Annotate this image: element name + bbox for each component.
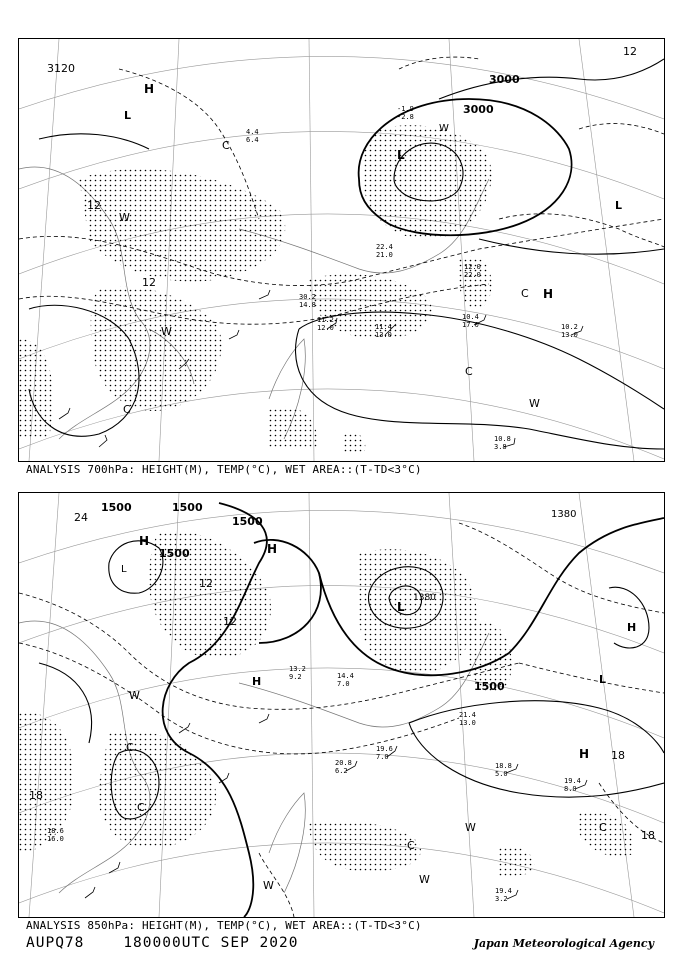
station-value: 10.2 13.0: [561, 323, 578, 339]
station-value: 11.2 12.0: [317, 316, 334, 332]
station-value: 4.4 6.4: [246, 128, 259, 144]
map-700hpa-svg: [19, 39, 664, 461]
center-symbol: W: [119, 211, 130, 224]
caption-850hpa: ANALYSIS 850hPa: HEIGHT(M), TEMP(°C), WET AREA::(T-TD<3°C): [26, 919, 422, 932]
isotherm-label: 18: [29, 789, 43, 802]
center-symbol: L: [397, 600, 405, 614]
center-symbol: W: [263, 879, 274, 892]
height-label: 1380: [551, 509, 577, 520]
station-value: 20.8 6.2: [335, 759, 352, 775]
center-symbol: C: [465, 365, 473, 378]
product-code: AUPQ78: [26, 935, 85, 951]
valid-time: 180000UTC SEP 2020: [123, 935, 299, 951]
wet-areas-850: [19, 531, 635, 878]
station-value: 18.6 16.0: [47, 827, 64, 843]
map-panel-700hpa: [18, 38, 665, 462]
center-symbol: L: [121, 564, 127, 575]
center-symbol: C: [521, 287, 529, 300]
isotherm-label: 24: [74, 511, 88, 524]
isotherm-label: 12: [142, 276, 156, 289]
isotherm-label: 18: [641, 829, 655, 842]
center-symbol: H: [543, 287, 554, 301]
center-symbol: L: [599, 673, 607, 686]
center-symbol: W: [465, 821, 476, 834]
center-symbol: L: [397, 148, 405, 162]
center-symbol: L: [615, 199, 623, 212]
height-labels-700: [47, 62, 520, 116]
station-value: 19.6 7.0: [376, 745, 393, 761]
height-label: 3120: [47, 62, 75, 75]
map-850hpa-svg: [19, 493, 664, 917]
center-symbol: C: [137, 801, 145, 814]
center-symbol: C: [126, 741, 134, 754]
center-symbol: C: [222, 139, 230, 152]
height-label: 1500: [232, 515, 263, 528]
height-label: 3000: [489, 73, 520, 86]
center-symbol: H: [267, 542, 278, 556]
isotherm-label: 12: [623, 45, 637, 58]
station-value: 22.4 21.0: [376, 243, 393, 259]
center-symbol: H: [627, 621, 637, 634]
height-label: 1500: [172, 501, 203, 514]
station-value: 19.4 3.2: [495, 887, 512, 903]
height-label: 1500: [159, 547, 190, 560]
station-value: 12.0 22.0: [464, 263, 481, 279]
height-label: 1500: [101, 501, 132, 514]
center-symbol: W: [529, 397, 540, 410]
center-symbol: H: [144, 82, 155, 96]
station-value: 19.4 8.0: [564, 777, 581, 793]
center-symbol: W: [129, 689, 140, 702]
center-symbol: H: [252, 675, 262, 688]
center-symbol: C: [407, 839, 415, 852]
station-value: 10.4 17.0: [462, 313, 479, 329]
isotherm-label: 12: [223, 615, 237, 628]
center-symbol: C: [599, 821, 607, 834]
agency-name: Japan Meteorological Agency: [473, 937, 654, 950]
wet-areas-700: [19, 125, 492, 454]
center-symbol: W: [161, 325, 172, 338]
station-value: 18.8 5.0: [495, 762, 512, 778]
product-code-and-time: [26, 935, 298, 951]
station-value: 11.4 13.0: [375, 323, 392, 339]
height-label: 1500: [474, 680, 505, 693]
map-panel-850hpa: [18, 492, 665, 918]
center-symbol: W: [439, 123, 449, 134]
height-label: 1380: [413, 593, 436, 603]
center-symbol: H: [579, 747, 590, 761]
center-symbol: W: [419, 873, 430, 886]
station-value: 13.2 9.2: [289, 665, 306, 681]
isotherm-label: 12: [87, 199, 101, 212]
height-label: 3000: [463, 103, 494, 116]
center-symbol: H: [139, 534, 150, 548]
station-value: 14.4 7.0: [337, 672, 354, 688]
station-value: -1.9 -2.8: [397, 105, 414, 121]
isotherm-label: 12: [199, 577, 213, 590]
station-value: 10.8 3.8: [494, 435, 511, 451]
isotherm-label: 18: [611, 749, 625, 762]
caption-700hpa: ANALYSIS 700hPa: HEIGHT(M), TEMP(°C), WET AREA::(T-TD<3°C): [26, 463, 422, 476]
center-symbol: C: [123, 403, 131, 416]
station-value: 30.2 14.8: [299, 293, 316, 309]
center-symbol: L: [124, 109, 132, 122]
station-value: 21.4 13.0: [459, 711, 476, 727]
